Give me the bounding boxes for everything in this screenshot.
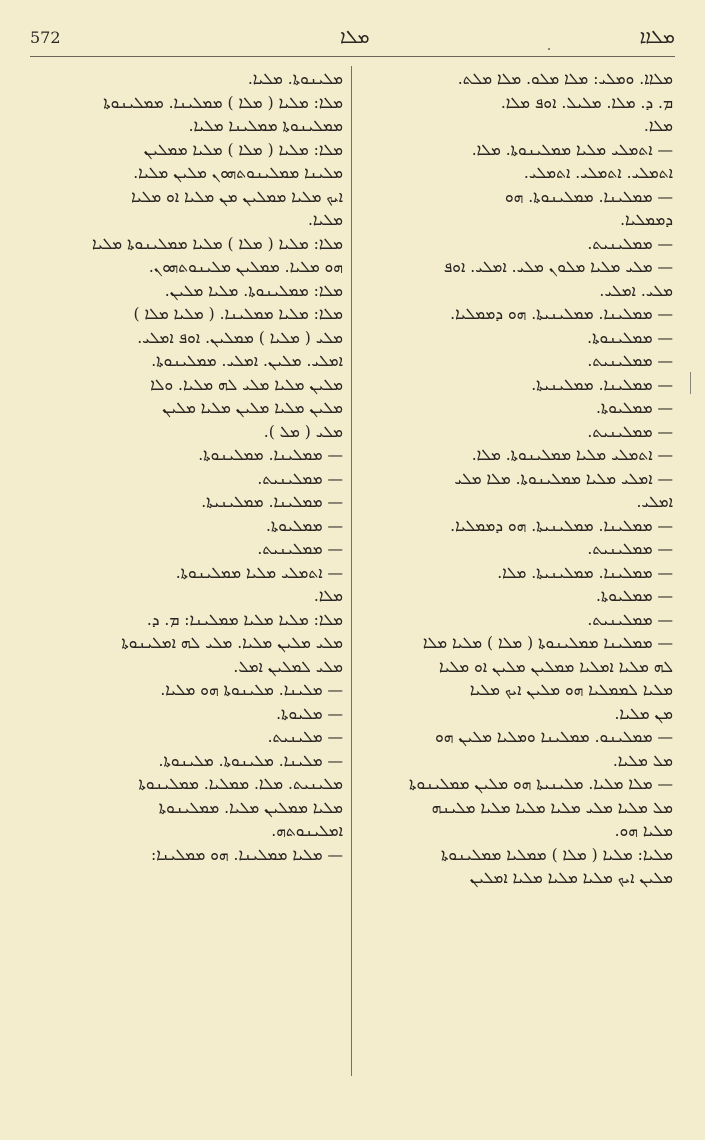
entry-line: ܐܬܡܠܝ. ܐܬܡܠܝ. ܐܬܡܠܝ. (523, 164, 673, 182)
entry-line: — ܡܠܝ ܡܠܝܐ ܡܠܘܢ ܡܠܝ. ܐܡܠܝ. ܐܘܦ (443, 258, 673, 276)
entry-line: ܐܡܠܝ. ܡܠܝܢ. ܐܡܠܝ. ܡܡܠܝܢܘܬܐ. (151, 352, 343, 370)
entry-line: ܠܗ ܡܠܝܐ ܐܡܠܝܐ ܡܡܠܝܢ ܡܠܝܢ ܐܘ ܡܠܝܐ (439, 657, 673, 676)
entry-line: ܡܠܝ. ܐܡܠܝ. (599, 281, 673, 300)
entry-line: ܡܠܐ. (313, 587, 343, 605)
entry-line: — ܡܡܠܝܢܐ. ܡܡܠܝܢܝܬܐ. ܗܘ ܕܡܡܠܝܐ. (450, 305, 673, 323)
running-head-center: ܡܠܐ (340, 26, 370, 48)
entry-line: ܡܠܐ: ܡܠܝܐ ( ܡܠܐ ) ܡܠܝܐ ܡܡܠܝܢ (143, 140, 343, 159)
entry-line: — ܐܬܡܠܝ ܡܠܝܐ ܡܡܠܝܢܘܬܐ. ܡܠܐ. (471, 446, 673, 464)
entry-line: — ܡܡܠܝܢܐ. ܡܡܠܝܢܝܬܐ. (201, 493, 343, 511)
entry-line: ܐܡܠܝܢܘܬܗ. (271, 822, 343, 840)
entry-line: ܡܠܝܐ ܡܡܠܝܢ ܡܠܝܐ. ܡܡܠܝܢܘܬܐ (158, 798, 343, 817)
entry-line: — ܡܡܠܝܢܐ. ܡܡܠܝܢܝܬܐ. (531, 375, 673, 394)
entry-line: — ܡܡܠܝܢܘ. ܡܡܠܝܢܐ ܘܡܠܝܐ ܡܠܝܢ ܗܘ (435, 728, 673, 746)
entry-line: ܡܠܝ ( ܡܠ ). (263, 422, 343, 441)
entry-line: — ܡܡܠܝܢܝܬ. (257, 469, 343, 488)
entry-line: ܡܡܠܝܢܘܬܐ ܡܡܠܝܢܐ ܡܠܝܐ. (188, 117, 343, 135)
entry-line: — ܡܡܠܝܢܝܬ. (587, 422, 673, 441)
entry-line: ܡܠ ܡܠܝܐ ܡܠܝ ܡܠܝܐ ܡܠܝܐ ܡܠܝܐ ܡܠܝܢܗ (431, 798, 673, 817)
entry-line: ܡܠܝܐ: ܡܠܝܐ ( ܡܠܐ ) ܡܡܠܝܐ ܡܡܠܝܢܘܬܐ (440, 845, 673, 864)
entry-line: — ܡܡܠܝܢܐ. ܡܡܠܝܢܝܬܐ. ܗܘ ܕܡܡܠܝܐ. (450, 516, 673, 535)
entry-line: ܡܢ ܡܠܝܐ. (614, 704, 673, 723)
entry-line: — ܡܡܠܝܘܬܐ. (595, 587, 673, 605)
entry-line: ܡܠܝܐ ܠܡܡܠܝܐ ܗܘ ܡܠܝܢ ܐܝܟ ܡܠܝܐ (469, 681, 673, 699)
entry-line: — ܡܠܐ ܡܠܝܐ. ܡܠܝܢܝܬܐ ܗܘ ܡܠܝܢ ܡܡܠܝܢܘܬܐ (409, 775, 673, 793)
entry-line: ܡܠܐܐ. ܘܡܠܝ: ܡܠܐ ܡܠܘ. ܡܠܐ ܡܠܬ. (457, 70, 673, 88)
entry-line: — ܡܡܠܝܢܝܬ. (587, 234, 673, 253)
entry-line: ܡܠܝܢܝܬ. ܡܠܐ. ܡܡܠܝܐ. ܡܡܠܝܢܘܬܐ (138, 775, 343, 793)
entry-line: ܡܠܝܐ ܗܘ. (614, 822, 673, 840)
entry-line: — ܐܡܠܝ ܡܠܝܐ ܡܡܠܝܢܘܬܐ. ܡܠܐ ܡܠܝ (454, 469, 673, 488)
entry-line: — ܡܠܝܘܬܐ. (276, 704, 343, 723)
entry-line: ܡܠܐ: ܡܠܝܐ ( ܡܠܐ ) ܡܡܠܝܢܐ. ܡܡܠܝܢܘܬܐ (103, 93, 343, 112)
column-divider (351, 66, 352, 1076)
scan-speck (548, 48, 550, 50)
entry-line: — ܐܬܡܠܝ ܡܠܝܐ ܡܡܠܝܢܘܬܐ. ܡܠܐ. (471, 140, 673, 159)
page-number: 572 (30, 28, 61, 47)
entry-line: ܡܠܝ ܠܡܠܝܢ ܐܡܠ. (233, 657, 343, 676)
entry-line: — ܡܡܠܝܢܝܬ. (257, 540, 343, 558)
entry-line: ܡܠܐ: ܡܠܝܐ ܡܠܝܐ ܡܡܠܝܢܐ: ܡ. ܕ. (146, 610, 343, 629)
entry-line: ܐܝܟ ܡܠܝܐ ܡܡܠܝܢ ܡܢ ܡܠܝܐ ܐܘ ܡܠܝܐ (131, 187, 343, 206)
scan-speck (690, 372, 691, 394)
entry-line: — ܡܡܠܝܘܬܐ. (595, 399, 673, 417)
right-column (358, 68, 673, 891)
entry-line: — ܡܠܝܢܐ. ܡܠܝܢܘܬܐ ܗܘ ܡܠܝܐ. (160, 681, 343, 699)
entry-line: ܡܠ ܡܠܝܐ. (612, 751, 673, 770)
entry-line: — ܡܡܠܝܢܝܬ. (587, 610, 673, 629)
entry-line: — ܡܡܠܝܢܐ ܡܡܠܝܢܘܬܐ ( ܡܠܐ ) ܡܠܝܐ ܡܠܐ (422, 634, 673, 652)
entry-line: ܡܠܐ: ܡܠܝܐ ( ܡܠܐ ) ܡܠܝܐ ܡܡܠܝܢܘܬܐ ܡܠܝܐ (92, 234, 343, 253)
entry-line: — ܡܡܠܝܢܐ. ܡܡܠܝܢܘܬܐ. (198, 446, 343, 464)
entry-line: ܐܡܠܝ. (636, 493, 673, 511)
entry-line: ܡܠܐ: ܡܡܠܝܢܘܬܐ. ܡܠܝܐ ܡܠܝܢ. (164, 281, 343, 300)
entry-line: ܡܠܝܢ ܡܠܝܐ ܡܠܝܢ ܡܠܝܐ ܡܠܝܢ (162, 399, 343, 417)
entry-line: ܡܠܝ ܡܠܝܢ ܡܠܝܐ. ܡܠܝ ܠܗ ܐܡܠܝܢܘܬܐ (121, 634, 343, 652)
header-rule (30, 56, 675, 57)
entry-line: — ܡܠܝܢܝܬ. (267, 728, 343, 746)
entry-line: — ܡܡܠܝܢܐ. ܡܡܠܝܢܘܬܐ. ܗܘ (504, 187, 673, 206)
entry-line: ܡܠܝܐ. (307, 211, 343, 229)
entry-line: — ܡܠܝܐ ܡܡܠܝܢܐ. ܗܘ ܡܡܠܝܢܐ: (151, 845, 343, 864)
entry-line: ܡܠܝܢ ܡܠܝܐ ܡܠܝ ܠܗ ܡܠܝܐ. ܘܠܐ (150, 375, 343, 394)
entry-line: ܡܠܝܢܐ ܡܡܠܝܢܘܬܗܘܢ ܡܠܝܢ ܡܠܝܐ. (133, 164, 343, 182)
entry-line: ܡܠܐ: ܡܠܝܐ ܡܡܠܝܢܐ. ( ܡܠܝܐ ܡܠܐ ) (133, 305, 343, 323)
page-header (30, 26, 675, 56)
entry-line: — ܐܬܡܠܝ ܡܠܝܐ ܡܡܠܝܢܘܬܐ. (175, 563, 343, 582)
entry-line: — ܡܡܠܝܢܘܬܐ. (587, 328, 673, 347)
entry-line: ܕܡܡܠܝܐ. (620, 211, 673, 229)
entry-line: — ܡܡܠܝܢܝܬ. (587, 540, 673, 558)
entry-line: ܡܠܐ. (643, 117, 673, 135)
entry-line: — ܡܡܠܝܘܬܐ. (265, 516, 343, 535)
entry-line: — ܡܡܠܝܢܐ. ܡܡܠܝܢܝܬܐ. ܡܠܐ. (497, 563, 673, 582)
entry-line: ܡܠܝ ( ܡܠܝܐ ) ܡܡܠܝܢ. ܐܘܦ ܐܡܠܝ. (137, 328, 343, 347)
entry-line: — ܡܡܠܝܢܝܬ. (587, 352, 673, 370)
left-column (28, 68, 343, 867)
entry-line: ܡܠܝܢ ܐܝܟ ܡܠܝܐ ܡܠܝܐ ܡܠܝܐ ܐܡܠܝܢ (469, 869, 673, 887)
entry-line: ܡ. ܕ. ܡܠܐ. ܡܠܝܠ. ܐܘܦ ܡܠܐ. (500, 93, 673, 112)
entry-line: — ܡܠܝܢܐ. ܡܠܝܢܘܬܐ. ܡܠܝܢܘܬܐ. (158, 751, 343, 770)
running-head-right: ܡܠܐܐ (639, 26, 675, 48)
entry-line: ܗܘ ܡܠܝܐ. ܡܡܠܝܢ ܡܠܝܢܘܬܗܘܢ. (148, 258, 343, 276)
entry-line: ܡܠܝܢܘܬܐ. ܡܠܝܐ. (247, 70, 343, 88)
